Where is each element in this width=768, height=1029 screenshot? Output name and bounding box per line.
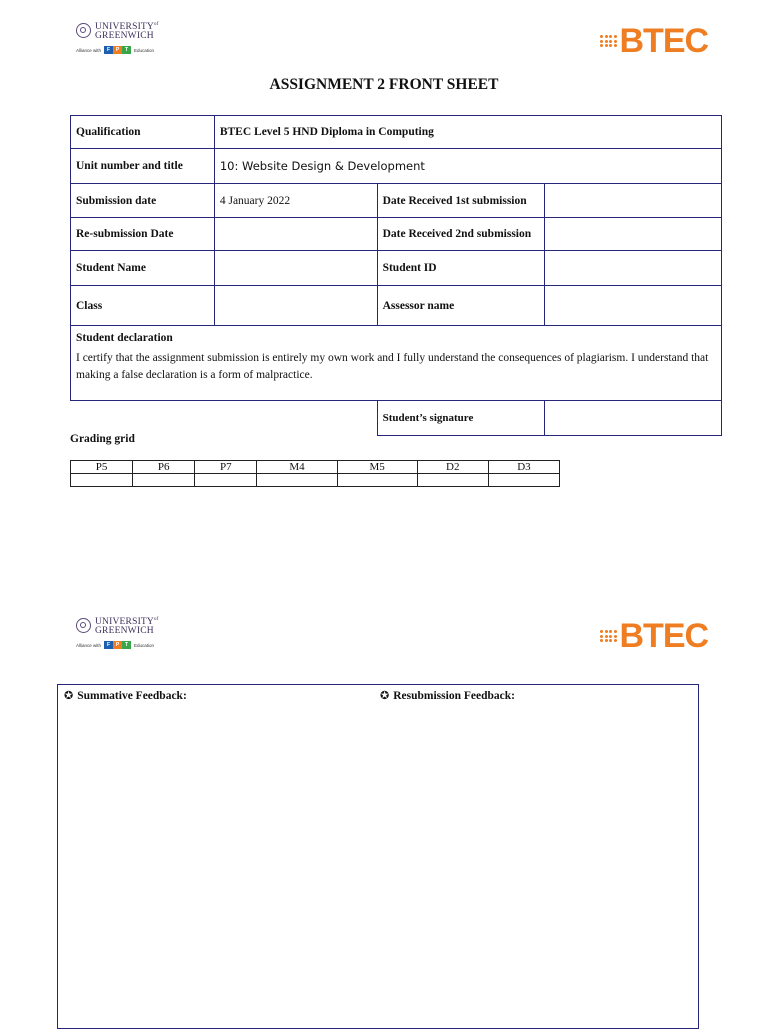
grading-grid-label: Grading grid [70, 433, 135, 445]
declaration-cell [71, 326, 722, 401]
qualification-value: BTEC Level 5 HND Diploma in Computing [214, 116, 721, 149]
student-id-value [545, 251, 722, 286]
gear-bullet-icon: ✪ [64, 689, 74, 702]
btec-dots-icon [600, 630, 617, 642]
btec-logo: BTEC [600, 24, 708, 58]
summative-feedback: ✪ Summative Feedback: [64, 689, 187, 702]
assessor-label: Assessor name [377, 286, 545, 326]
grading-column-header: P6 [133, 461, 195, 474]
class-label: Class [71, 286, 215, 326]
resubmission-feedback: ✪ Resubmission Feedback: [380, 689, 515, 702]
university-of-greenwich-logo: $UNIVERSITY^{of}$ GREENWICH Alliance with F P T Education [76, 617, 159, 649]
grading-cell [417, 474, 488, 487]
grading-column-header: P7 [195, 461, 257, 474]
signature-value [545, 401, 722, 436]
submission-date-value: 4 January 2022 [214, 184, 377, 218]
gear-bullet-icon: ✪ [380, 689, 390, 702]
university-seal-icon [76, 618, 91, 633]
date-received-2-value [545, 218, 722, 251]
grading-column-header: P5 [71, 461, 133, 474]
submission-date-label: Submission date [71, 184, 215, 218]
grading-grid-table [70, 460, 560, 487]
page-title: ASSIGNMENT 2 FRONT SHEET [269, 76, 499, 93]
unit-label: Unit number and title [71, 149, 215, 184]
btec-dots-icon [600, 35, 617, 47]
class-value [214, 286, 377, 326]
grading-cell [71, 474, 133, 487]
fpt-logo: F P T [104, 46, 131, 54]
fpt-logo: F P T [104, 641, 131, 649]
student-id-label: Student ID [377, 251, 545, 286]
university-of-greenwich-logo: $UNIVERSITY^{of}$ GREENWICH Alliance with F P T Education [76, 22, 159, 54]
declaration-text: I certify that the assignment submission is entirely my own work and I fully understand the consequences of plagiarism. I understand that making a false declaration is a form of malpractice. [76, 352, 709, 381]
date-received-2-label: Date Received 2nd submission [377, 218, 545, 251]
front-sheet-table [70, 115, 722, 436]
resubmission-date-value [214, 218, 377, 251]
grading-column-header: D2 [417, 461, 488, 474]
grading-cell [133, 474, 195, 487]
university-seal-icon [76, 23, 91, 38]
student-name-label: Student Name [71, 251, 215, 286]
signature-label: Student’s signature [377, 401, 545, 436]
date-received-1-value [545, 184, 722, 218]
grading-column-header: M4 [257, 461, 337, 474]
grading-column-header: D3 [488, 461, 559, 474]
feedback-box [57, 684, 699, 1029]
unit-value: 10: Website Design & Development [214, 149, 721, 184]
grading-cell [337, 474, 417, 487]
grading-cell [257, 474, 337, 487]
qualification-label: Qualification [71, 116, 215, 149]
grading-cell [195, 474, 257, 487]
btec-logo: BTEC [600, 619, 708, 653]
declaration-title: Student declaration [76, 332, 173, 344]
grading-cell [488, 474, 559, 487]
grading-column-header: M5 [337, 461, 417, 474]
assessor-value [545, 286, 722, 326]
resubmission-date-label: Re-submission Date [71, 218, 215, 251]
student-name-value [214, 251, 377, 286]
date-received-1-label: Date Received 1st submission [377, 184, 545, 218]
